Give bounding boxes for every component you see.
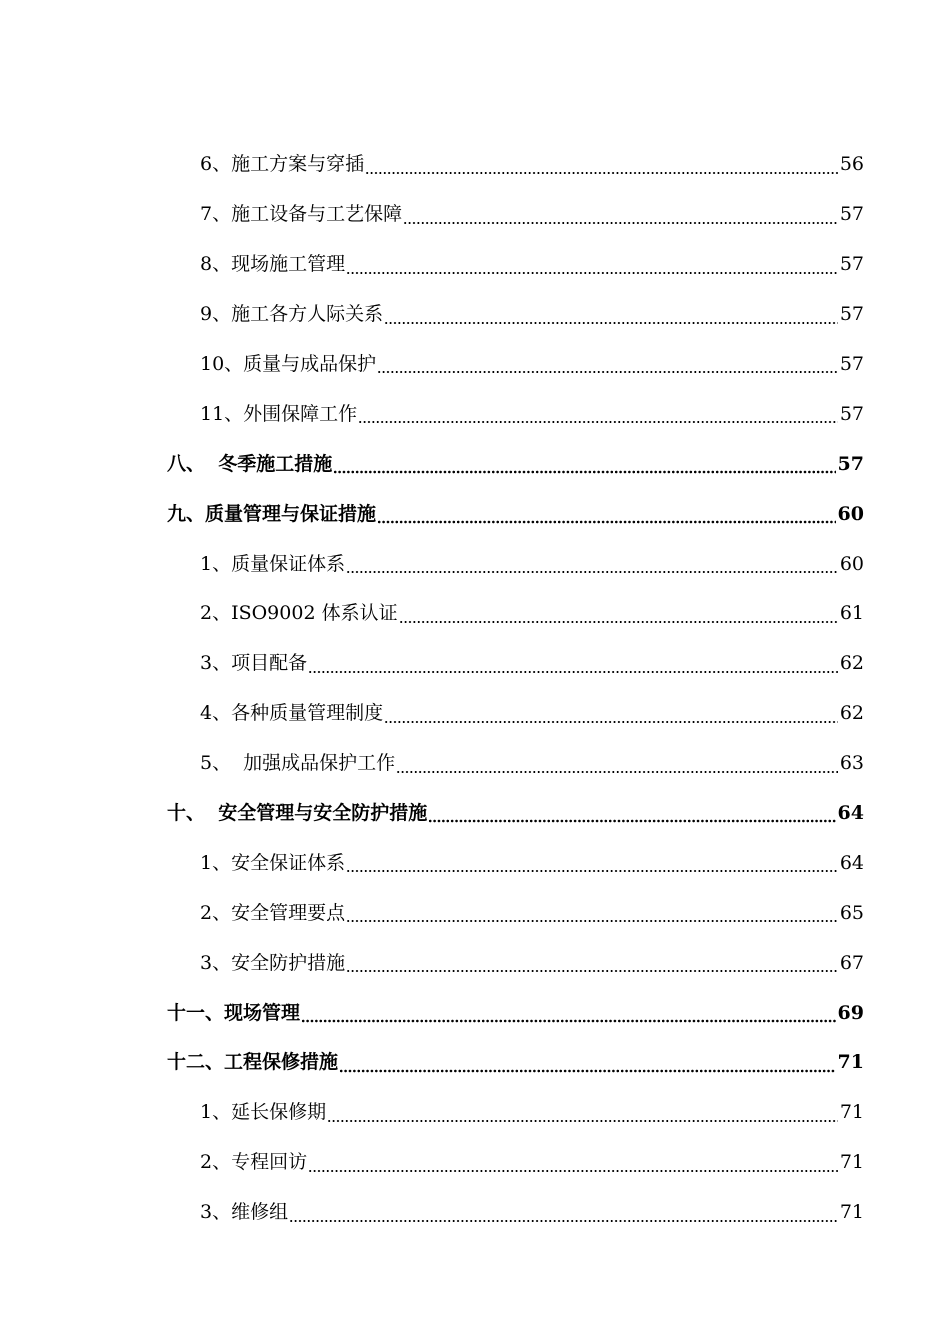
toc-section-entry[interactable] [0,1138,950,1188]
toc-page-number: 57 [839,303,864,326]
toc-section-entry[interactable] [0,340,950,390]
dot-leader [289,1209,838,1223]
toc-entry-title: 2、ISO9002 体系认证 [200,602,398,625]
toc-page-number: 71 [837,1051,864,1074]
toc-entry-title: 十二、工程保修措施 [167,1051,339,1074]
toc-section-entry[interactable] [0,589,950,639]
dot-leader [308,1159,838,1173]
toc-entry-title: 4、各种质量管理制度 [200,702,384,725]
toc-entry-title: 8、现场施工管理 [200,253,346,276]
toc-section-entry[interactable] [0,888,950,938]
toc-chapter-entry[interactable] [0,489,950,539]
toc-page-number: 71 [839,1201,864,1224]
dot-leader [339,1059,836,1073]
toc-page-number: 67 [839,951,864,974]
toc-page-number: 61 [839,602,864,625]
toc-page-number: 57 [839,203,864,226]
toc-page-number: 65 [839,901,864,924]
dot-leader [308,660,838,674]
dot-leader [358,410,838,424]
toc-entry-title: 九、质量管理与保证措施 [167,502,377,525]
toc-entry-title: 1、安全保证体系 [200,851,346,874]
toc-entry-title: 3、维修组 [200,1201,289,1224]
toc-entry-title: 3、项目配备 [200,652,308,675]
dot-leader [346,959,838,973]
toc-entry-title: 9、施工各方人际关系 [200,303,384,326]
dot-leader [346,560,838,574]
dot-leader [428,809,835,823]
toc-section-entry[interactable] [0,190,950,240]
dot-leader [384,311,838,325]
toc-entry-title: 十、 安全管理与安全防护措施 [167,802,428,825]
toc-section-entry[interactable] [0,290,950,340]
dot-leader [333,460,835,474]
toc-entry-title: 5、 加强成品保护工作 [200,752,396,775]
toc-page-number: 62 [839,702,864,725]
toc-section-entry[interactable] [0,1088,950,1138]
toc-entry-title: 2、专程回访 [200,1151,308,1174]
toc-section-entry[interactable] [0,739,950,789]
toc-page-number: 71 [839,1101,864,1124]
toc-entry-title: 1、质量保证体系 [200,552,346,575]
toc-page-number: 60 [837,502,864,525]
toc-entry-title: 10、质量与成品保护 [200,353,377,375]
toc-entry-title: 十一、现场管理 [167,1001,301,1024]
toc-section-entry[interactable] [0,240,950,290]
table-of-contents [0,140,950,1238]
dot-leader [384,710,838,724]
dot-leader [301,1009,836,1023]
toc-entry-title: 3、安全防护措施 [200,951,346,974]
toc-page-number: 56 [839,153,864,176]
toc-section-entry[interactable] [0,639,950,689]
toc-section-entry[interactable] [0,389,950,439]
toc-entry-title: 1、延长保修期 [200,1101,327,1124]
toc-chapter-entry[interactable] [0,1038,950,1088]
toc-section-entry[interactable] [0,140,950,190]
dot-leader [377,360,838,374]
toc-entry-title: 八、 冬季施工措施 [167,452,333,475]
dot-leader [365,161,838,175]
toc-page-number: 69 [837,1001,864,1024]
toc-chapter-entry[interactable] [0,988,950,1038]
dot-leader [346,261,838,275]
toc-page-number: 57 [839,253,864,276]
dot-leader [403,211,838,225]
toc-section-entry[interactable] [0,689,950,739]
toc-page-number: 60 [839,552,864,575]
toc-page-number: 57 [837,452,864,475]
toc-page-number: 64 [837,802,864,825]
dot-leader [346,909,838,923]
toc-page-number: 57 [839,402,864,425]
toc-entry-title: 11、外围保障工作 [200,402,358,425]
toc-page-number: 71 [839,1151,864,1174]
toc-page-number: 63 [839,752,864,775]
dot-leader [396,760,838,774]
dot-leader [377,510,836,524]
toc-chapter-entry[interactable] [0,789,950,839]
dot-leader [346,859,838,873]
toc-section-entry[interactable] [0,938,950,988]
toc-entry-title: 2、安全管理要点 [200,901,346,924]
toc-section-entry[interactable] [0,838,950,888]
toc-entry-title: 7、施工设备与工艺保障 [200,203,403,226]
toc-page-number: 62 [839,652,864,675]
toc-entry-title: 6、施工方案与穿插 [200,153,365,176]
toc-chapter-entry[interactable] [0,439,950,489]
toc-page-number: 57 [839,353,864,375]
toc-section-entry[interactable] [0,1188,950,1238]
toc-page-number: 64 [839,851,864,874]
dot-leader [327,1109,838,1123]
toc-section-entry[interactable] [0,539,950,589]
dot-leader [399,610,838,624]
